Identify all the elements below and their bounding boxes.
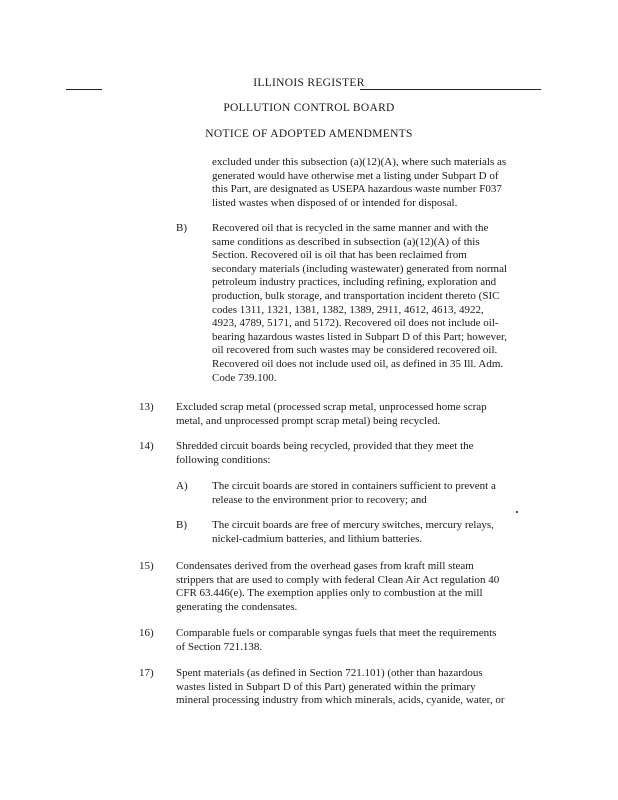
text-line: CFR 63.446(e). The exemption applies only to combustion at the mill xyxy=(176,587,483,600)
board-title: POLLUTION CONTROL BOARD xyxy=(223,102,395,114)
text-line: Shredded circuit boards being recycled, provided that they meet the xyxy=(176,440,474,452)
item-17-paragraph xyxy=(176,667,505,708)
text-line: mineral processing industry from which minerals, acids, cyanide, water, or xyxy=(176,694,505,707)
header-rule-right xyxy=(360,89,541,90)
item-14-sub-b-paragraph xyxy=(212,519,494,546)
item-14-label: 14) xyxy=(139,440,154,452)
header-rule-left xyxy=(66,89,102,90)
text-line: strippers that are used to comply with federal Clean Air Act regulation 40 xyxy=(176,573,500,586)
text-line: nickel-cadmium batteries, and lithium batteries. xyxy=(212,532,423,545)
text-line: 4923, 4789, 5171, and 5172). Recovered oil does not include oil- xyxy=(212,317,499,330)
text-line: Excluded scrap metal (processed scrap metal, unprocessed home scrap xyxy=(176,401,487,413)
text-line: this Part, are designated as USEPA hazardous waste number F037 xyxy=(212,183,502,196)
text-line: metal, and unprocessed prompt scrap metal) being recycled. xyxy=(176,414,441,427)
text-line: oil recovered from such wastes may be considered recovered oil. xyxy=(212,344,498,357)
notice-title: NOTICE OF ADOPTED AMENDMENTS xyxy=(205,128,413,140)
text-line: generated would have otherwise met a listing under Subpart D of xyxy=(212,169,499,182)
item-13-label: 13) xyxy=(139,401,154,413)
item-16-paragraph xyxy=(176,627,496,654)
text-line: The circuit boards are stored in containers sufficient to prevent a xyxy=(212,480,496,492)
text-line: Comparable fuels or comparable syngas fuels that meet the requirements xyxy=(176,627,497,639)
text-line: Code 739.100. xyxy=(212,371,277,384)
text-line: secondary materials (including wastewater) generated from normal xyxy=(212,262,508,275)
text-line: release to the environment prior to recovery; and xyxy=(212,493,427,506)
text-line: The circuit boards are free of mercury switches, mercury relays, xyxy=(212,519,494,531)
item-13-paragraph xyxy=(176,401,487,428)
text-line: Recovered oil does not include used oil, as defined in 35 Ill. Adm. xyxy=(212,357,504,370)
text-line: codes 1311, 1321, 1381, 1382, 1389, 2911, 4612, 4613, 4922, xyxy=(212,303,484,316)
text-line: bearing hazardous wastes listed in Subpart D of this Part; however, xyxy=(212,330,507,343)
text-line: excluded under this subsection (a)(12)(A), where such materials as xyxy=(212,156,507,168)
item-15-label: 15) xyxy=(139,560,154,572)
text-line: production, bulk storage, and transportation incident thereto (SIC xyxy=(212,289,500,302)
scan-speck xyxy=(516,511,518,513)
item-14-paragraph xyxy=(176,440,474,467)
item-b-label: B) xyxy=(176,222,187,234)
item-16-label: 16) xyxy=(139,627,154,639)
item-14-sub-a-paragraph xyxy=(212,480,496,507)
text-line: petroleum industry practices, including refining, exploration and xyxy=(212,276,497,289)
text-line: generating the condensates. xyxy=(176,600,298,613)
text-line: Recovered oil that is recycled in the same manner and with the xyxy=(212,222,489,234)
text-line: same conditions as described in subsection (a)(12)(A) of this xyxy=(212,235,480,248)
item-17-label: 17) xyxy=(139,667,154,679)
text-line: Spent materials (as defined in Section 721.101) (other than hazardous xyxy=(176,667,483,679)
item-14-sub-b-label: B) xyxy=(176,519,187,531)
text-line: Section. Recovered oil is oil that has been reclaimed from xyxy=(212,249,467,262)
text-line: listed wastes when disposed of or intended for disposal. xyxy=(212,196,458,209)
text-line: Condensates derived from the overhead gases from kraft mill steam xyxy=(176,560,474,572)
text-line: of Section 721.138. xyxy=(176,640,263,653)
item-14-sub-a-label: A) xyxy=(176,480,188,492)
item-b-paragraph xyxy=(212,222,507,385)
text-line: wastes listed in Subpart D of this Part) generated within the primary xyxy=(176,680,476,693)
register-title: ILLINOIS REGISTER xyxy=(253,77,365,89)
text-line: following conditions: xyxy=(176,453,271,466)
item-15-paragraph xyxy=(176,560,499,614)
continuation-paragraph xyxy=(212,156,506,210)
